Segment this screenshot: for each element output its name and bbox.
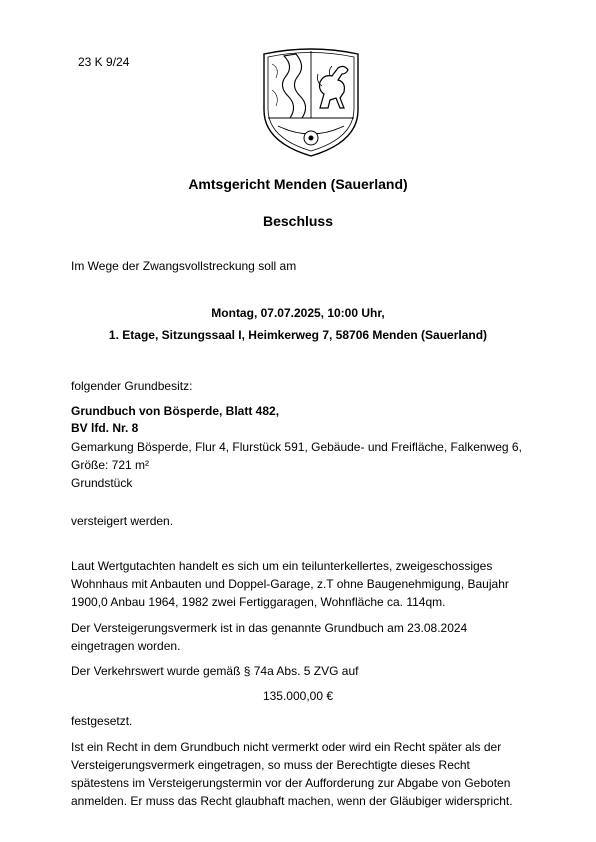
recht-line-2: Versteigerungsvermerk eingetragen, so muss der Berechtigte dieses Recht	[71, 758, 470, 772]
verkehrswert-text: Der Verkehrswert wurde gemäß § 74a Abs. 5 ZVG auf	[71, 664, 359, 678]
gutachten-line-3: 1900,0 Anbau 1964, 1982 zwei Fertiggaragen, Wohnfläche ca. 114qm.	[71, 595, 446, 609]
recht-line-4: anmelden. Er muss das Recht glaubhaft machen, wenn der Gläubiger widerspricht.	[71, 794, 513, 808]
gutachten-line-2: Wohnhaus mit Anbauten und Doppel-Garage, z.T ohne Baugenehmigung, Baujahr	[71, 577, 509, 591]
recht-line-1: Ist ein Recht in dem Grundbuch nicht vermerkt oder wird ein Recht später als der	[71, 740, 502, 754]
property-type: Grundstück	[71, 476, 133, 490]
property-intro: folgender Grundbesitz:	[71, 379, 193, 393]
verkehrswert-amount: 135.000,00 €	[262, 689, 334, 703]
auction-date: Montag, 07.07.2025, 10:00 Uhr,	[211, 306, 385, 320]
grundbuch-reference: Grundbuch von Bösperde, Blatt 482,	[71, 404, 280, 418]
festgesetzt-text: festgesetzt.	[71, 714, 133, 728]
gutachten-line-1: Laut Wertgutachten handelt es sich um ein teilunterkellertes, zweigeschossiges	[71, 559, 493, 573]
auction-location: 1. Etage, Sitzungssaal I, Heimkerweg 7, 58706 Menden (Sauerland)	[108, 328, 488, 342]
bv-number: BV lfd. Nr. 8	[71, 421, 139, 435]
intro-text: Im Wege der Zwangsvollstreckung soll am	[71, 259, 297, 273]
versteigert-text: versteigert werden.	[71, 514, 174, 528]
document-type-title: Beschluss	[262, 213, 334, 229]
vermerk-line-2: eingetragen worden.	[71, 639, 181, 653]
coat-of-arms-emblem	[258, 46, 364, 158]
gemarkung-line-1: Gemarkung Bösperde, Flur 4, Flurstück 591, Gebäude- und Freifläche, Falkenweg 6,	[71, 440, 522, 454]
gemarkung-line-2: Größe: 721 m²	[71, 458, 150, 472]
recht-line-3: spätestens im Versteigerungstermin vor der Aufforderung zur Abgabe von Geboten	[71, 776, 511, 790]
vermerk-line-1: Der Versteigerungsvermerk ist in das genannte Grundbuch am 23.08.2024	[71, 621, 468, 635]
case-number: 23 K 9/24	[78, 55, 130, 69]
court-name: Amtsgericht Menden (Sauerland)	[188, 176, 408, 192]
